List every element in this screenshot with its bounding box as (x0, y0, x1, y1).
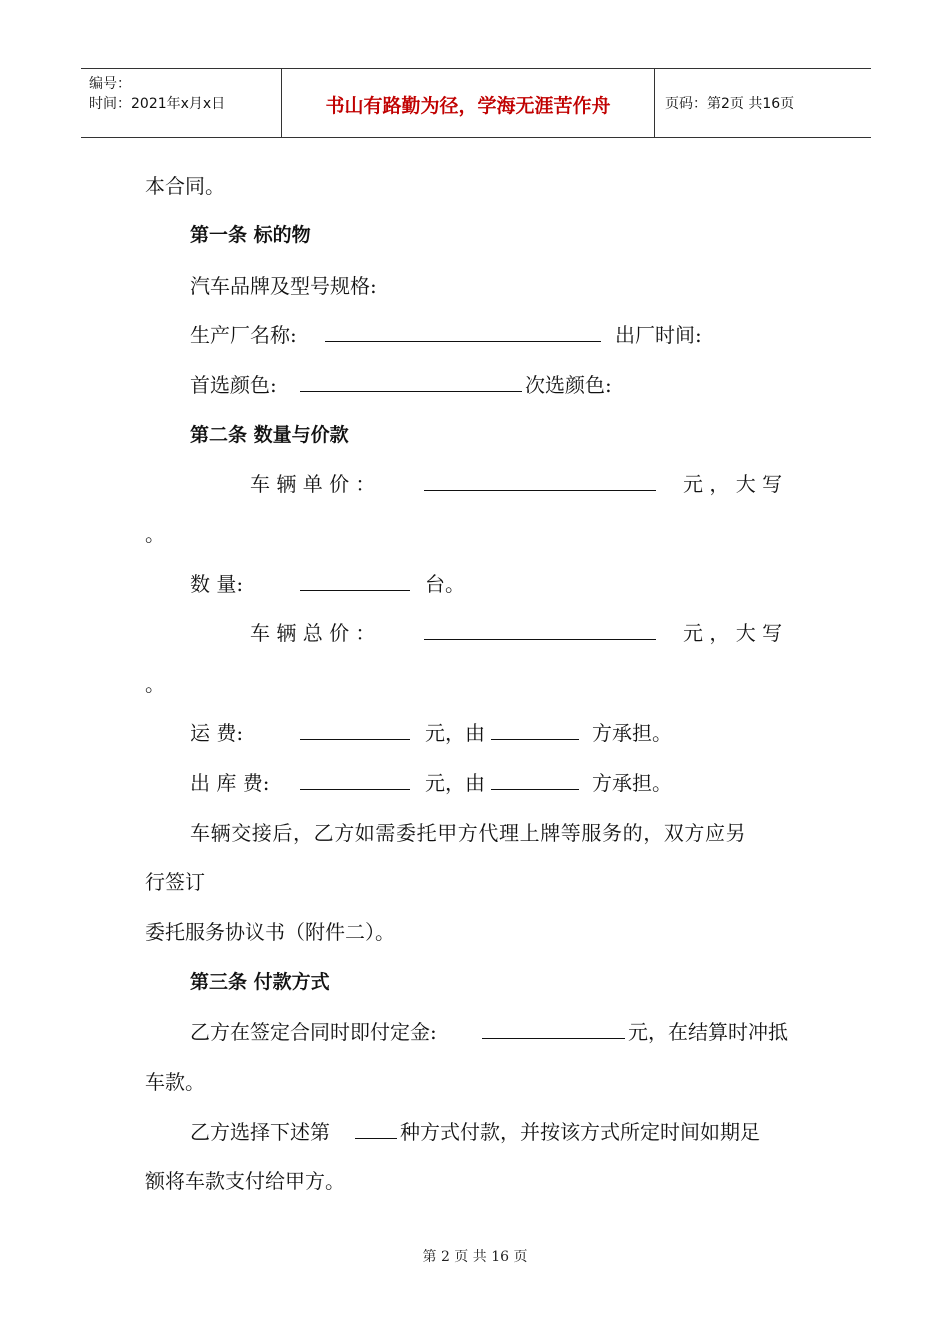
time-label: 时间：2021年x月x日 (89, 96, 226, 112)
article-1-heading: 第一条 标的物 (190, 224, 311, 246)
unit-price-unit: 元 ， 大 写 (683, 472, 783, 496)
secondary-color-label: 次选颜色: (525, 373, 612, 397)
shipping-fee-field[interactable] (300, 721, 410, 740)
number-label: 编号： (89, 76, 131, 92)
unit-price-field[interactable] (424, 472, 656, 491)
shipping-bearer: 方承担。 (592, 721, 672, 745)
page-header (81, 68, 871, 138)
manufacturer-label: 生产厂名称: (190, 323, 297, 347)
warehouse-bearer: 方承担。 (592, 771, 672, 795)
production-date-label: 出厂时间: (615, 323, 702, 347)
quantity-label: 数 量: (190, 572, 244, 596)
text-line: 额将车款支付给甲方。 (145, 1169, 345, 1193)
payment-choice-text: 种方式付款，并按该方式所定时间如期足 (400, 1120, 760, 1144)
quantity-field[interactable] (300, 572, 410, 591)
payment-choice-label: 乙方选择下述第 (190, 1120, 330, 1144)
page-footer: 第 2 页 共 16 页 (422, 1249, 528, 1265)
unit-price-label: 车 辆 单 价 ： (250, 472, 376, 496)
header-meta-cell (81, 69, 282, 137)
article-3-heading: 第三条 付款方式 (190, 971, 330, 993)
payment-choice-field[interactable] (355, 1120, 397, 1139)
header-page-cell (655, 69, 871, 137)
text-line: 本合同。 (145, 174, 225, 198)
text-line: 车款。 (145, 1070, 205, 1094)
shipping-label: 运 费: (190, 721, 244, 745)
text-line: 。 (145, 522, 165, 546)
text-line: 。 (145, 672, 165, 696)
shipping-party-field[interactable] (491, 721, 579, 740)
deposit-label: 乙方在签定合同时即付定金: (190, 1020, 437, 1044)
total-price-label: 车 辆 总 价 ： (250, 621, 376, 645)
warehouse-fee-label: 出 库 费: (190, 771, 270, 795)
primary-color-field[interactable] (300, 373, 522, 392)
header-motto-cell (282, 69, 655, 137)
total-price-field[interactable] (424, 621, 656, 640)
text-line: 行签订 (145, 870, 205, 894)
text-line: 委托服务协议书（附件二）。 (145, 920, 395, 944)
header-motto: 书山有路勤为径，学海无涯苦作舟 (325, 95, 611, 117)
total-price-unit: 元 ， 大 写 (683, 621, 783, 645)
warehouse-party-field[interactable] (491, 771, 579, 790)
header-page-label: 页码：第2页 共16页 (665, 96, 795, 112)
article-2-heading: 第二条 数量与价款 (190, 424, 349, 446)
deposit-field[interactable] (482, 1020, 625, 1039)
manufacturer-field[interactable] (325, 323, 601, 342)
text-line: 汽车品牌及型号规格: (190, 274, 377, 298)
quantity-unit: 台。 (425, 572, 465, 596)
deposit-unit: 元，在结算时冲抵 (628, 1020, 788, 1044)
primary-color-label: 首选颜色: (190, 373, 277, 397)
warehouse-unit: 元，由 (425, 771, 485, 795)
shipping-unit: 元，由 (425, 721, 485, 745)
text-line: 车辆交接后，乙方如需委托甲方代理上牌等服务的，双方应另 (190, 821, 747, 845)
warehouse-fee-field[interactable] (300, 771, 410, 790)
